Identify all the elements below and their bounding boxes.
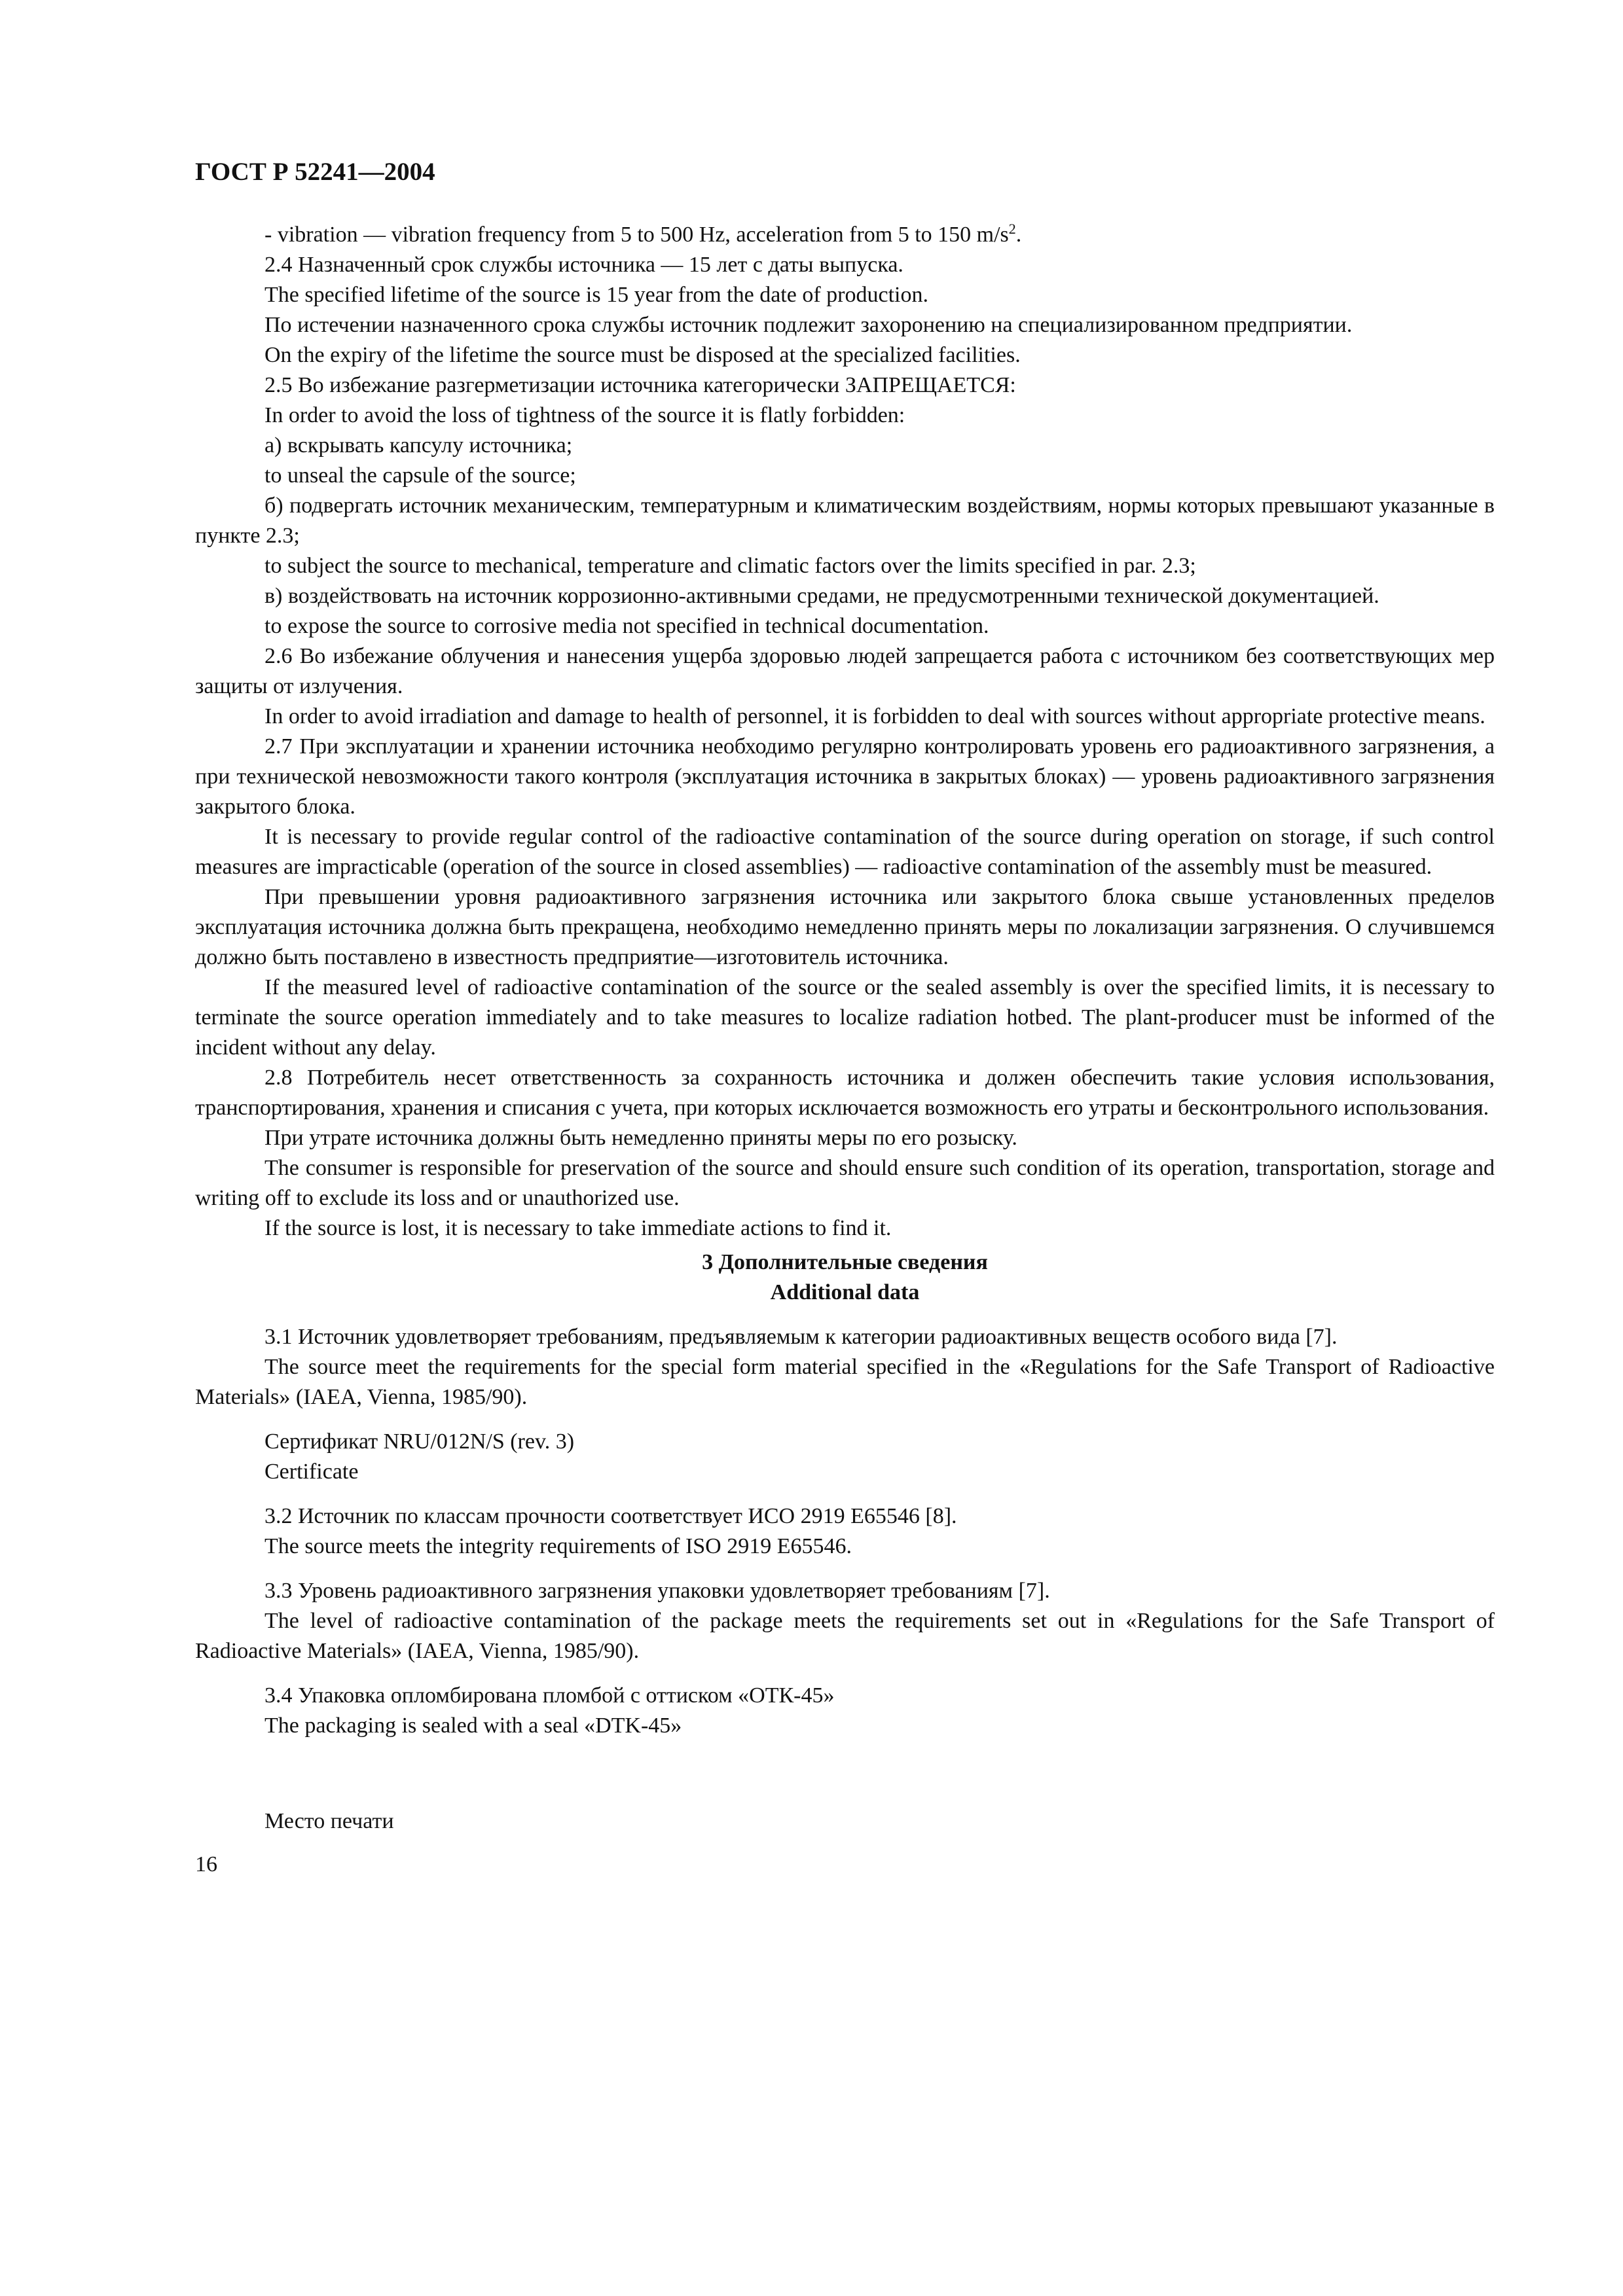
paragraph: При утрате источника должны быть немедленно приняты меры по его розыску. [264, 1126, 1017, 1150]
paragraph: It is necessary to provide regular control of the radioactive contamination of the source during operation on storage, if such control measures are impracticable (operation of the source in closed assemblies) — radioactive contamination of the assembly must be measured. [195, 825, 1495, 879]
section-title-en: Additional data [770, 1280, 920, 1304]
paragraph: The source meets the integrity requirements of ISO 2919 E65546. [264, 1534, 852, 1558]
paragraph: The packaging is sealed with a seal «DTK-45» [264, 1713, 682, 1738]
paragraph: 2.7 При эксплуатации и хранении источника необходимо регулярно контролировать уровень его радиоактивного загрязнения, а при технической невозможности такого контроля (эксплуатация источника в закрытых блоках) — уровень радиоактивного загрязнения закрытого блока. [195, 734, 1495, 819]
paragraph: По истечении назначенного срока службы источник подлежит захоронению на специализированном предприятии. [264, 313, 1353, 337]
paragraph: б) подвергать источник механическим, температурным и климатическим воздействиям, нормы которых превышают указанные в пункте 2.3; [195, 493, 1495, 548]
paragraph: to expose the source to corrosive media not specified in technical documentation. [264, 614, 989, 638]
page-number: 16 [195, 1852, 217, 1876]
paragraph: 2.6 Во избежание облучения и нанесения ущерба здоровью людей запрещается работа с источником без соответствующих мер защиты от излучения. [195, 644, 1495, 698]
paragraph: а) вскрывать капсулу источника; [264, 433, 573, 457]
section-title-ru: 3 Дополнительные сведения [702, 1250, 988, 1274]
clause-3-1 [195, 1322, 1495, 1412]
paragraph: If the measured level of radioactive contamination of the source or the sealed assembly is over the specified limits, it is necessary to terminate the source operation immediately and to take measures to localize radiation hotbed. The plant-producer must be informed of the incident without any delay. [195, 975, 1495, 1060]
paragraph: In order to avoid the loss of tightness of the source it is flatly forbidden: [264, 403, 905, 427]
clause-3-4 [195, 1681, 1495, 1741]
paragraph: The source meet the requirements for the special form material specified in the «Regulations for the Safe Transport of Radioactive Materials» (IAEA, Vienna, 1985/90). [195, 1355, 1495, 1409]
paragraph: 3.1 Источник удовлетворяет требованиям, предъявляемым к категории радиоактивных веществ особого вида [7]. [264, 1325, 1338, 1349]
paragraph: в) воздействовать на источник коррозионно-активными средами, не предусмотренными технической документацией. [264, 584, 1379, 608]
paragraph: 2.4 Назначенный срок службы источника — 15 лет с даты выпуска. [264, 253, 903, 277]
paragraph: to unseal the capsule of the source; [264, 463, 576, 488]
paragraph: При превышении уровня радиоактивного загрязнения источника или закрытого блока свыше установленных пределов эксплуатация источника должна быть прекращена, необходимо немедленно принять меры по локализации загрязнения. О случившемся должно быть поставлено в известность предприятие—изготовитель источника. [195, 885, 1495, 969]
paragraph: The specified lifetime of the source is 15 year from the date of production. [264, 283, 928, 307]
paragraph: If the source is lost, it is necessary to take immediate actions to find it. [264, 1216, 892, 1240]
document-page [195, 156, 1495, 1880]
paragraph: 3.3 Уровень радиоактивного загрязнения упаковки удовлетворяет требованиям [7]. [264, 1579, 1050, 1603]
certificate-block [195, 1427, 1495, 1487]
superscript: 2 [1008, 221, 1016, 237]
section-2-body [195, 250, 1495, 1244]
section-3-heading [195, 1247, 1495, 1308]
certificate-number: Сертификат NRU/012N/S (rev. 3) [264, 1429, 575, 1454]
stamp-place-label: Место печати [264, 1809, 394, 1833]
paragraph: 2.5 Во избежание разгерметизации источника категорически ЗАПРЕЩАЕТСЯ: [264, 373, 1016, 397]
paragraph: In order to avoid irradiation and damage to health of personnel, it is forbidden to deal with sources without appropriate protective means. [264, 704, 1486, 728]
vibration-line: - vibration — vibration frequency from 5 to 500 Hz, acceleration from 5 to 150 $m/s^2$. [264, 221, 1022, 247]
clause-3-2 [195, 1501, 1495, 1562]
clause-3-3 [195, 1576, 1495, 1666]
paragraph: The consumer is responsible for preservation of the source and should ensure such condition of its operation, transportation, storage and writing off to exclude its loss and or unauthorized use. [195, 1156, 1495, 1210]
paragraph: 3.2 Источник по классам прочности соответствует ИСО 2919 Е65546 [8]. [264, 1504, 957, 1528]
paragraph: 3.4 Упаковка опломбирована пломбой с оттиском «ОТК-45» [264, 1683, 835, 1708]
paragraph: The level of radioactive contamination of the package meets the requirements set out in «Regulations for the Safe Transport of Radioactive Materials» (IAEA, Vienna, 1985/90). [195, 1609, 1495, 1663]
paragraph: to subject the source to mechanical, temperature and climatic factors over the limits specified in par. 2.3; [264, 554, 1196, 578]
certificate-label: Certificate [264, 1460, 359, 1484]
document-header: ГОСТ Р 52241—2004 [195, 158, 435, 186]
paragraph: On the expiry of the lifetime the source must be disposed at the specialized facilities. [264, 343, 1021, 367]
paragraph: 2.8 Потребитель несет ответственность за сохранность источника и должен обеспечить такие условия использования, транспортирования, хранения и списания с учета, при которых исключается возможность его утраты и бесконтрольного использования. [195, 1066, 1495, 1120]
